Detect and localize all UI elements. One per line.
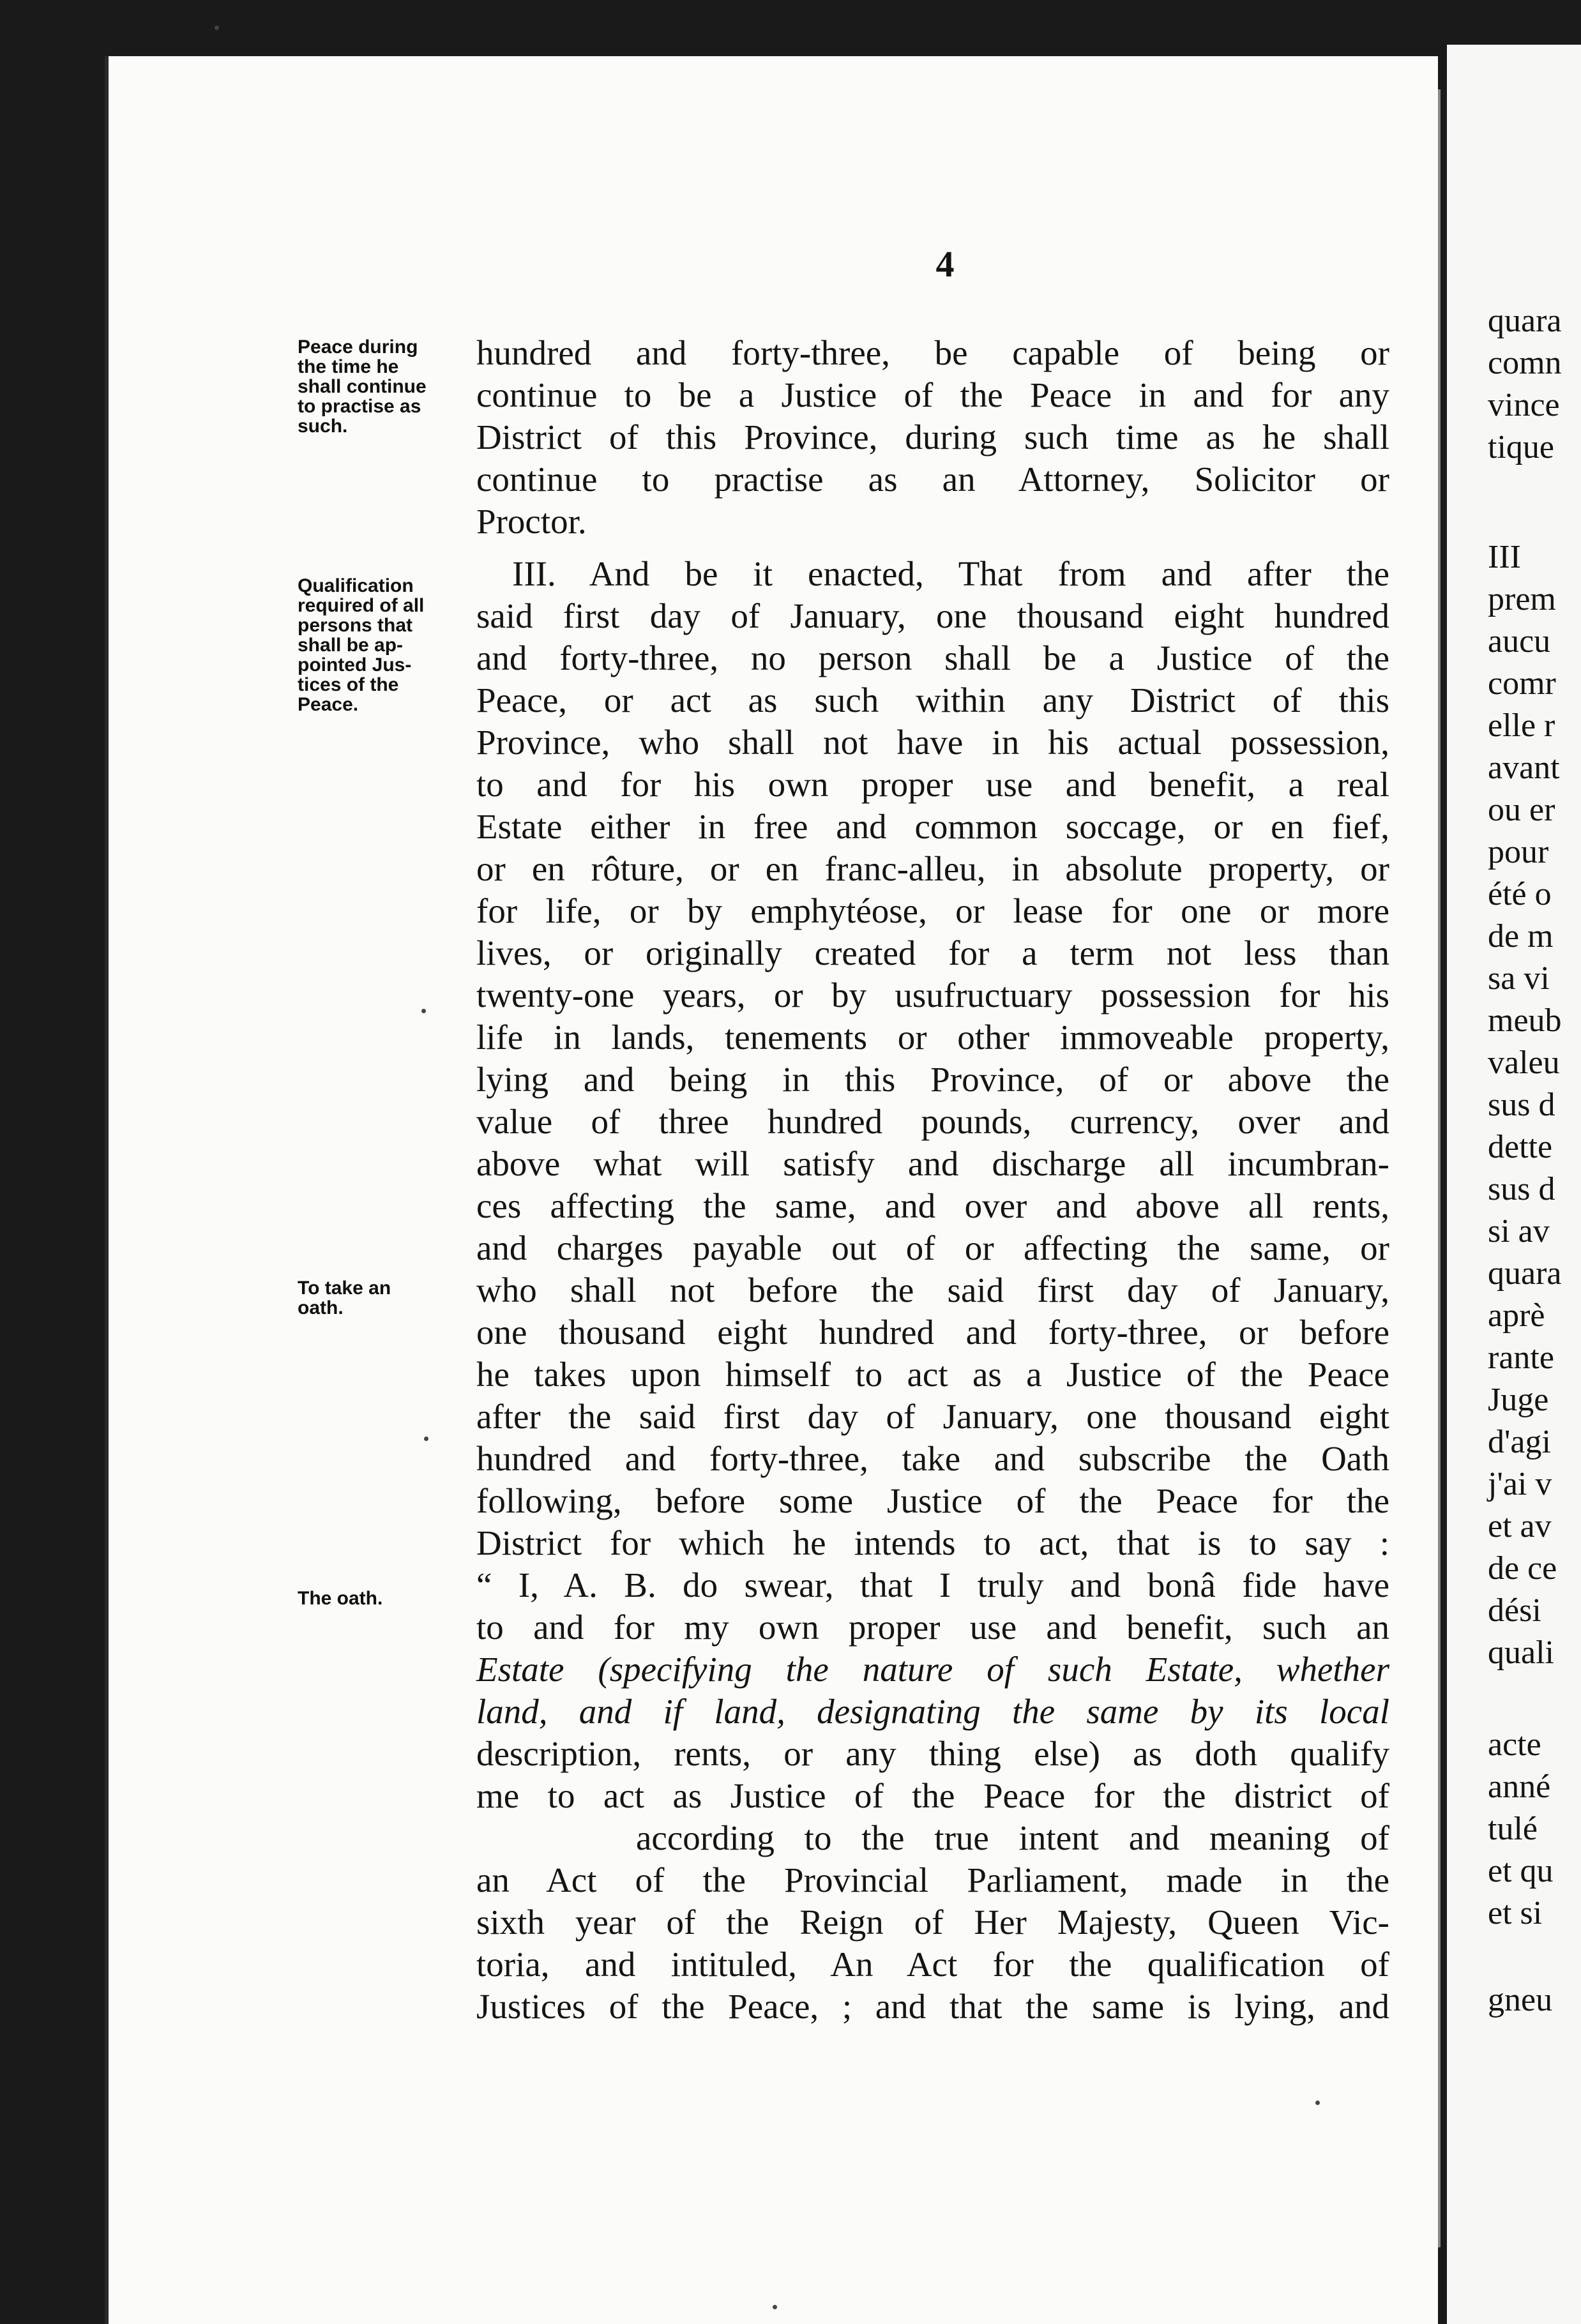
facing-fragment: j'ai v <box>1488 1466 1552 1502</box>
body-line: continue to be a Justice of the Peace in and for any <box>476 375 1389 414</box>
facing-fragment: prem <box>1488 581 1556 617</box>
facing-fragment: sus d <box>1488 1171 1555 1207</box>
body-line: description, rents, or any thing else) as doth qualify <box>476 1734 1389 1773</box>
facing-fragment: dette <box>1488 1129 1553 1165</box>
facing-fragment: d'agi <box>1488 1424 1551 1460</box>
body-line: Estate (specifying the nature of such Estate, whether <box>476 1650 1389 1689</box>
body-line: one thousand eight hundred and forty-three, or before <box>476 1313 1389 1352</box>
body-line: an Act of the Provincial Parliament, made in the <box>476 1860 1389 1899</box>
body-line: District of this Province, during such time as he shall <box>476 418 1389 456</box>
body-line: twenty-one years, or by usufructuary possession for his <box>476 976 1389 1015</box>
facing-fragment: comn <box>1488 345 1562 381</box>
body-line: hundred and forty-three, take and subscribe the Oath <box>476 1439 1389 1478</box>
body-line: Peace, or act as such within any District of this <box>476 681 1389 720</box>
body-line: value of three hundred pounds, currency, over and <box>476 1102 1389 1141</box>
body-line: Province, who shall not have in his actual possession, <box>476 723 1389 762</box>
print-speck <box>1315 2101 1320 2105</box>
margin-note-line: Peace during <box>298 336 418 358</box>
margin-note-line: pointed Jus- <box>298 654 412 675</box>
body-line: who shall not before the said first day of January, <box>476 1271 1389 1309</box>
facing-fragment: dési <box>1488 1592 1541 1629</box>
body-line: sixth year of the Reign of Her Majesty, Queen Vic- <box>476 1903 1389 1942</box>
body-line: land, and if land, designating the same by its local <box>476 1692 1389 1731</box>
facing-fragment: et qu <box>1488 1853 1554 1889</box>
body-line: above what will satisfy and discharge all incumbran- <box>476 1144 1389 1183</box>
facing-fragment: été o <box>1488 876 1552 912</box>
facing-fragment: III <box>1488 539 1521 575</box>
facing-fragment: valeu <box>1488 1045 1560 1081</box>
facing-fragment: aprè <box>1488 1297 1545 1334</box>
body-line: hundred and forty-three, be capable of being or <box>476 333 1389 372</box>
body-line: District for which he intends to act, that is to say : <box>476 1523 1389 1562</box>
margin-note-line: persons that <box>298 615 413 636</box>
body-line: and forty-three, no person shall be a Justice of the <box>476 638 1389 677</box>
body-line: life in lands, tenements or other immoveable property, <box>476 1018 1389 1057</box>
page-gutter <box>1438 89 1441 2247</box>
margin-note-line: tices of the <box>298 674 399 695</box>
facing-page-text-block-3 <box>1488 1724 1581 1935</box>
margin-note-line: shall be ap- <box>298 635 404 656</box>
facing-fragment: sa vi <box>1488 960 1550 997</box>
margin-note-line: to practise as <box>298 396 421 417</box>
facing-fragment: de ce <box>1488 1550 1557 1587</box>
margin-note-line: The oath. <box>298 1588 383 1609</box>
body-line: said first day of January, one thousand eight hundred <box>476 596 1389 635</box>
facing-fragment: comr <box>1488 665 1556 702</box>
facing-fragment: sus d <box>1488 1087 1555 1123</box>
facing-fragment: gneu <box>1488 1982 1553 2018</box>
print-speck <box>773 2305 777 2309</box>
facing-fragment: et si <box>1488 1895 1543 1931</box>
margin-note-line: the time he <box>298 356 399 377</box>
facing-page-text-block-4 <box>1488 1979 1581 2021</box>
body-line: he takes upon himself to act as a Justice of the Peace <box>476 1355 1389 1394</box>
facing-fragment: tique <box>1488 429 1554 465</box>
facing-fragment: ou er <box>1488 792 1555 828</box>
body-line-oath-start: “ I, A. B. do swear, that I truly and bonâ fide have <box>476 1566 1389 1604</box>
body-line: to and for his own proper use and benefit, a real <box>476 765 1389 804</box>
print-speck <box>421 1009 426 1013</box>
margin-note-qualification <box>298 576 464 714</box>
body-line: following, before some Justice of the Peace for the <box>476 1481 1389 1520</box>
facing-fragment: quara <box>1488 303 1562 339</box>
facing-fragment: tulé <box>1488 1811 1538 1847</box>
facing-fragment: quara <box>1488 1255 1562 1292</box>
facing-page-text-block-1 <box>1488 300 1581 469</box>
margin-note-line: such. <box>298 416 348 437</box>
body-line: lying and being in this Province, of or above the <box>476 1060 1389 1099</box>
margin-note-line: shall continue <box>298 376 427 397</box>
body-line: or en rôture, or en franc-alleu, in absolute property, or <box>476 849 1389 888</box>
body-line: toria, and intituled, An Act for the qualification of <box>476 1945 1389 1984</box>
margin-note-line: required of all <box>298 595 425 616</box>
facing-fragment: pour <box>1488 834 1549 870</box>
facing-fragment: si av <box>1488 1213 1550 1249</box>
print-speck <box>424 1437 428 1441</box>
margin-note-oath-required <box>298 1278 464 1318</box>
body-line: Justices of the Peace, ; and that the same is lying, and <box>476 1987 1389 2026</box>
margin-note-line: To take an <box>298 1278 391 1299</box>
facing-fragment: aucu <box>1488 623 1551 660</box>
print-speck <box>215 26 219 30</box>
body-line: lives, or originally created for a term not less than <box>476 933 1389 972</box>
facing-fragment: elle r <box>1488 707 1555 744</box>
page-number: 4 <box>935 243 955 285</box>
margin-note-line: Peace. <box>298 694 359 715</box>
body-line: to and for my own proper use and benefit, such an <box>476 1608 1389 1647</box>
body-text <box>476 332 1389 2028</box>
margin-note-practise <box>298 337 464 436</box>
body-line: for life, or by emphytéose, or lease for one or more <box>476 891 1389 930</box>
body-line: after the said first day of January, one thousand eight <box>476 1397 1389 1436</box>
facing-page-text-block-2 <box>1488 536 1581 1674</box>
body-line: Estate either in free and common soccage, or en fief, <box>476 807 1389 846</box>
body-line: me to act as Justice of the Peace for the district of <box>476 1776 1389 1815</box>
margin-note-the-oath <box>298 1588 464 1608</box>
facing-fragment: avant <box>1488 750 1560 786</box>
body-line-section-iii: III. And be it enacted, That from and after the <box>512 554 1389 593</box>
facing-fragment: vince <box>1488 387 1560 423</box>
facing-fragment: rante <box>1488 1339 1554 1376</box>
margin-note-line: Qualification <box>298 575 414 596</box>
facing-page-shadow <box>1447 0 1581 45</box>
facing-fragment: et av <box>1488 1508 1552 1544</box>
facing-fragment: meub <box>1488 1002 1562 1039</box>
margin-note-line: oath. <box>298 1297 344 1318</box>
body-line: and charges payable out of or affecting the same, or <box>476 1228 1389 1267</box>
facing-fragment: de m <box>1488 918 1554 954</box>
body-line: Proctor. <box>476 502 587 541</box>
body-line: according to the true intent and meaning of <box>636 1818 1389 1857</box>
facing-fragment: acte <box>1488 1726 1541 1763</box>
body-line: ces affecting the same, and over and above all rents, <box>476 1186 1389 1225</box>
facing-fragment: quali <box>1488 1634 1554 1671</box>
facing-fragment: anné <box>1488 1769 1551 1805</box>
facing-fragment: Juge <box>1488 1382 1549 1418</box>
body-line: continue to practise as an Attorney, Solicitor or <box>476 460 1389 499</box>
